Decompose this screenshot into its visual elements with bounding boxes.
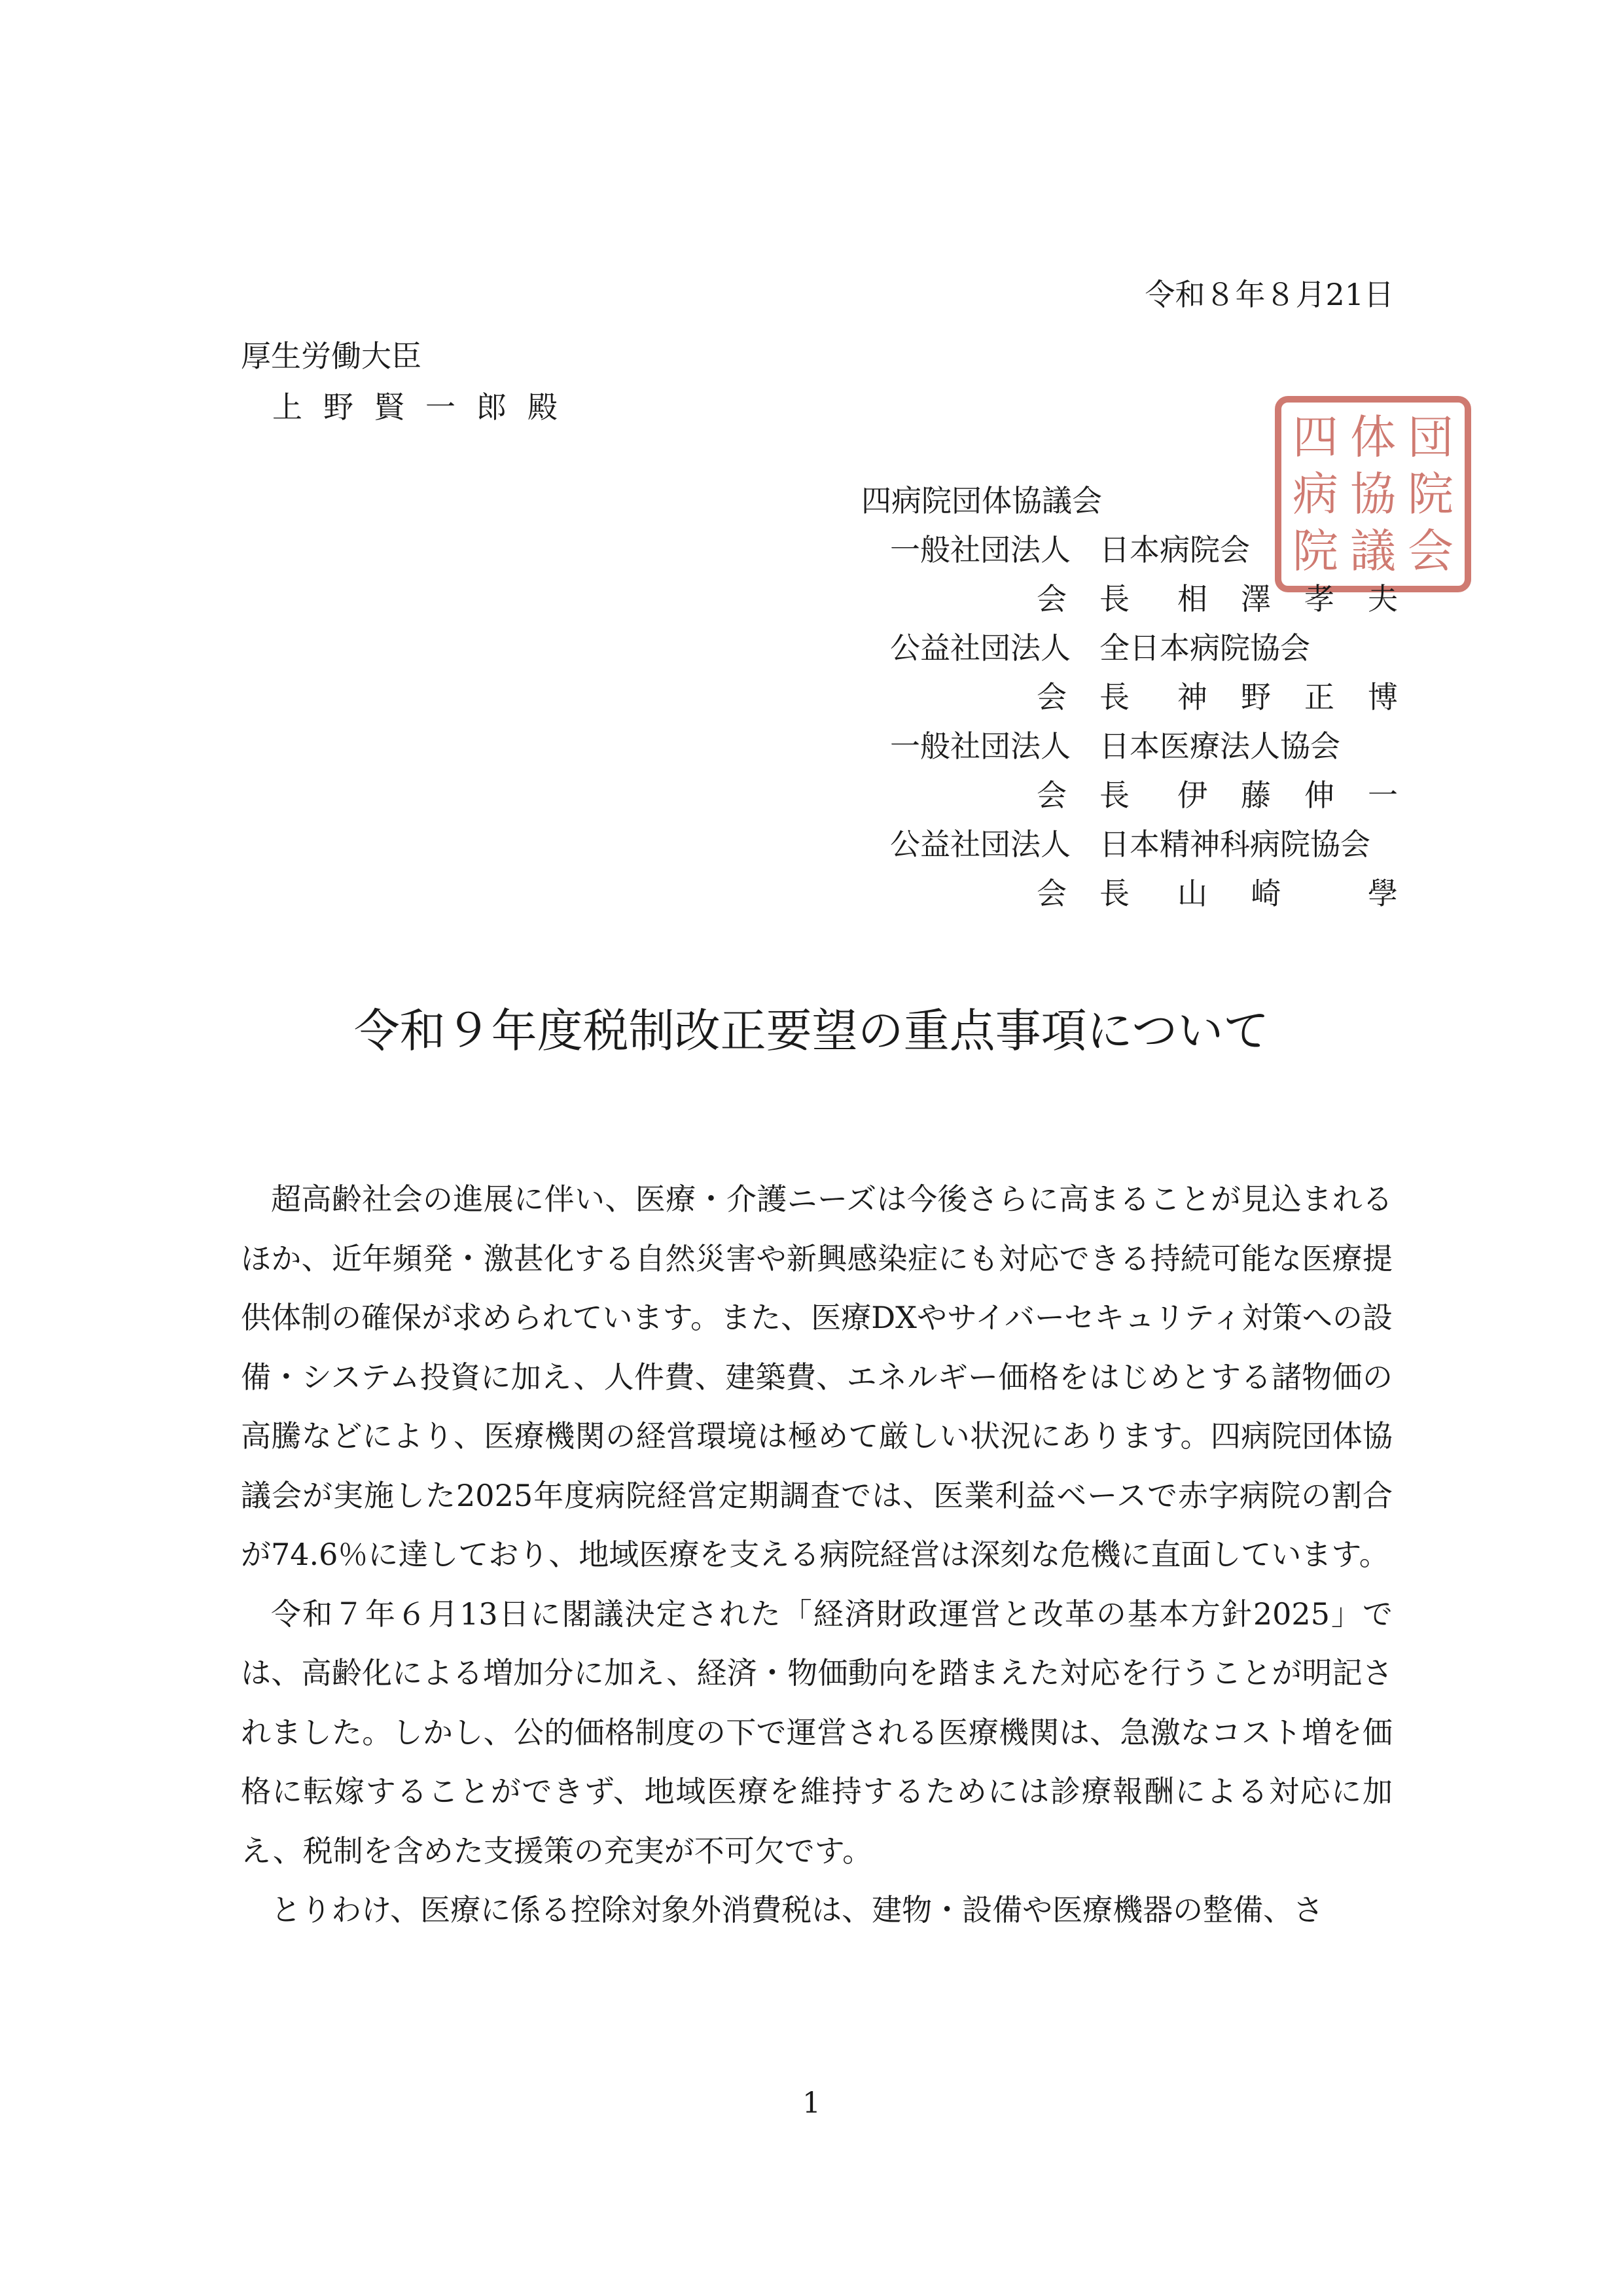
document-title: 令和９年度税制改正要望の重点事項について — [353, 1004, 1270, 1058]
president-role: 会長 — [1037, 876, 1162, 911]
sender-org — [890, 526, 1398, 575]
name-char: 博 — [1368, 679, 1398, 715]
seal-char: 四 — [1293, 410, 1338, 465]
name-char: 崎 — [1251, 876, 1281, 911]
seal-char: 協 — [1350, 467, 1396, 521]
body-paragraph: 超高齢社会の進展に伴い、医療・介護ニーズは今後さらに高まることが見込まれるほか、近年頻発・激甚化する自然災害や新興感染症にも対応できる持続可能な医療提供体制の確保が求められています。また、医療DXやサイバーセキュリティ対策への設備・システム投資に加え、人件費、建築費、エネルギー価格をはじめとする諸物価の高騰などにより、医療機関の経営環境は極めて厳しい状況にあります。四病院団体協議会が実施した2025年度病院経営定期調査では、医業利益ベースで赤字病院の割合が74.6％に達しており、地域医療を支える病院経営は深刻な危機に直面しています。 — [241, 1181, 1393, 1572]
org-president — [1037, 673, 1398, 722]
president-name — [1177, 869, 1398, 918]
org-category: 一般社団法人 — [890, 728, 1071, 764]
name-char: 學 — [1367, 876, 1398, 911]
president-name — [1177, 673, 1398, 722]
name-char: 孝 — [1304, 581, 1334, 617]
org-name: 日本医療法人協会 — [1099, 728, 1340, 764]
name-char: 正 — [1304, 679, 1334, 715]
document-date: 令和８年８月21日 — [1145, 277, 1394, 312]
org-president — [1037, 869, 1398, 918]
president-role: 会長 — [1037, 581, 1162, 617]
name-char: 相 — [1177, 581, 1207, 617]
president-role: 会長 — [1037, 778, 1162, 813]
seal-char: 議 — [1350, 524, 1396, 578]
addressee-name-line — [241, 382, 558, 433]
name-char: 澤 — [1241, 581, 1271, 617]
org-category: 一般社団法人 — [890, 532, 1071, 567]
body-paragraph: 令和７年６月13日に閣議決定された「経済財政運営と改革の基本方針2025」では、高齢化による増加分に加え、経済・物価動向を踏まえた対応を行うことが明記されました。しかし、公的価格制度の下で運営される医療機関は、急激なコスト増を価格に転嫁することができず、地域医療を維持するためには診療報酬による対応に加え、税制を含めた支援策の充実が不可欠です。 — [241, 1596, 1393, 1869]
sender-block — [861, 476, 1398, 918]
name-char: 藤 — [1241, 778, 1271, 813]
org-president — [1037, 575, 1398, 624]
name-char: 山 — [1177, 876, 1207, 911]
org-name: 全日本病院協会 — [1099, 630, 1310, 666]
president-name — [1177, 575, 1398, 624]
name-char: 野 — [1241, 679, 1271, 715]
org-name: 日本病院会 — [1099, 532, 1250, 567]
name-char: 伸 — [1304, 778, 1334, 813]
seal-char: 会 — [1408, 524, 1454, 578]
name-char: 伊 — [1177, 778, 1207, 813]
name-char: 夫 — [1368, 581, 1398, 617]
sender-org — [890, 820, 1398, 869]
seal-char: 団 — [1408, 410, 1454, 465]
sender-org — [890, 722, 1398, 771]
seal-char: 院 — [1408, 467, 1454, 521]
org-president — [1037, 771, 1398, 820]
seal-char: 病 — [1293, 467, 1338, 521]
addressee-block — [241, 331, 558, 433]
sender-org — [890, 624, 1398, 673]
document-body — [241, 1170, 1393, 1940]
addressee-name: 上野賢一郎 — [272, 389, 527, 425]
addressee-title: 厚生労働大臣 — [241, 338, 421, 374]
org-category: 公益社団法人 — [890, 827, 1071, 862]
name-char: 一 — [1368, 778, 1398, 813]
body-paragraph: とりわけ、医療に係る控除対象外消費税は、建物・設備や医療機器の整備、さ — [271, 1892, 1324, 1928]
name-char: 神 — [1177, 679, 1207, 715]
org-name: 日本精神科病院協会 — [1099, 827, 1370, 862]
president-name — [1177, 771, 1398, 820]
seal-char: 体 — [1350, 410, 1396, 465]
seal-char: 院 — [1293, 524, 1338, 578]
page-number: 1 — [802, 2087, 821, 2120]
addressee-honorific: 殿 — [527, 389, 558, 425]
president-role: 会長 — [1037, 679, 1162, 715]
org-category: 公益社団法人 — [890, 630, 1071, 666]
sender-association: 四病院団体協議会 — [861, 483, 1102, 518]
